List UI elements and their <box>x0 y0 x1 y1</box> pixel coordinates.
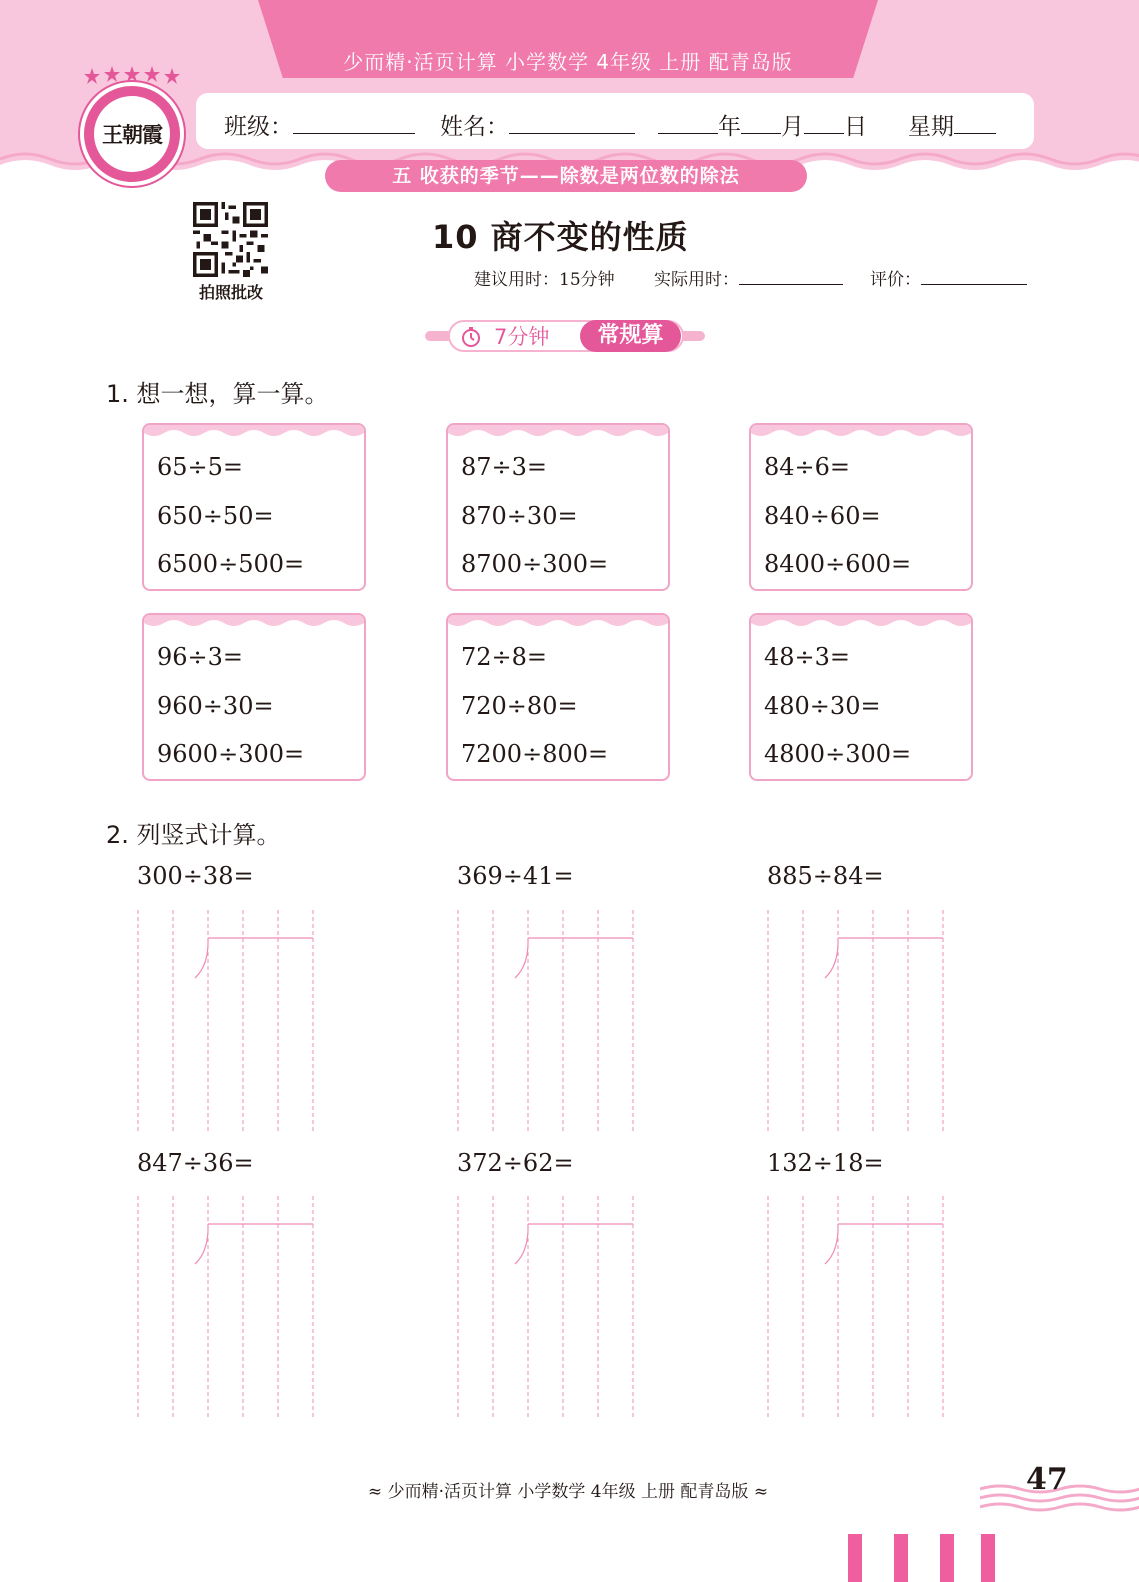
class-field[interactable] <box>224 108 415 141</box>
actual-time-blank[interactable] <box>739 267 843 285</box>
calc-expression[interactable]: 9600÷300= <box>157 740 305 768</box>
calc-expression[interactable]: 84÷6= <box>764 453 851 481</box>
calc-card <box>749 423 973 591</box>
month-label: 月 <box>781 114 804 140</box>
qr-code-icon[interactable] <box>192 202 269 277</box>
calc-expression[interactable]: 87÷3= <box>461 453 548 481</box>
question-2-heading: 2. 列竖式计算。 <box>106 821 281 849</box>
class-blank[interactable] <box>293 112 415 134</box>
section-time: 7分钟 <box>494 325 550 349</box>
card-wave-decoration <box>448 615 668 631</box>
long-division-grid[interactable] <box>767 910 947 1132</box>
actual-time-field[interactable] <box>654 265 843 290</box>
weekday-blank[interactable] <box>954 112 996 134</box>
long-division-expression: 847÷36= <box>137 1149 254 1177</box>
calc-expression[interactable]: 8400÷600= <box>764 550 912 578</box>
evaluation-field[interactable] <box>870 265 1027 290</box>
date-field[interactable] <box>658 108 867 141</box>
long-division-grid[interactable] <box>457 910 637 1132</box>
long-division-grid[interactable] <box>137 1196 317 1418</box>
calc-expression[interactable]: 650÷50= <box>157 502 274 530</box>
calc-expression[interactable]: 960÷30= <box>157 692 274 720</box>
weekday-label: 星期 <box>908 114 954 140</box>
card-wave-decoration <box>751 615 971 631</box>
calc-expression[interactable]: 720÷80= <box>461 692 578 720</box>
series-title: 少而精·活页计算 小学数学 4年级 上册 配青岛版 <box>343 50 793 74</box>
calc-expression[interactable]: 840÷60= <box>764 502 881 530</box>
long-division-expression: 300÷38= <box>137 862 254 890</box>
calc-expression[interactable]: 72÷8= <box>461 643 548 671</box>
calc-card <box>446 423 670 591</box>
logo-text: 王朝霞 <box>102 122 162 147</box>
footer-series-text: 少而精·活页计算 小学数学 4年级 上册 配青岛版 <box>387 1482 749 1502</box>
brand-logo <box>80 82 184 186</box>
calc-expression[interactable]: 8700÷300= <box>461 550 609 578</box>
footer-bars-decoration <box>848 1534 1008 1582</box>
calc-expression[interactable]: 48÷3= <box>764 643 851 671</box>
unit-banner: 五 收获的季节——除数是两位数的除法 <box>325 160 807 192</box>
calc-expression[interactable]: 65÷5= <box>157 453 244 481</box>
month-blank[interactable] <box>741 112 781 134</box>
card-wave-decoration <box>144 425 364 441</box>
long-division-grid[interactable] <box>137 910 317 1132</box>
evaluation-label: 评价： <box>870 270 921 290</box>
page-number: 47 <box>1026 1462 1068 1497</box>
calc-expression[interactable]: 6500÷500= <box>157 550 305 578</box>
card-wave-decoration <box>751 425 971 441</box>
name-label: 姓名： <box>440 114 509 140</box>
day-blank[interactable] <box>804 112 844 134</box>
year-label: 年 <box>718 114 741 140</box>
wave-icon: ≈ <box>748 1482 769 1502</box>
footer-series <box>308 1477 828 1502</box>
long-division-expression: 132÷18= <box>767 1149 884 1177</box>
long-division-expression: 369÷41= <box>457 862 574 890</box>
long-division-expression: 885÷84= <box>767 862 884 890</box>
name-field[interactable] <box>440 108 635 141</box>
long-division-expression: 372÷62= <box>457 1149 574 1177</box>
wave-icon: ≈ <box>367 1482 388 1502</box>
class-label: 班级： <box>224 114 293 140</box>
section-category: 常规算 <box>580 320 681 352</box>
calc-card <box>142 613 366 781</box>
suggested-time: 建议用时：15分钟 <box>474 270 615 290</box>
calc-card <box>749 613 973 781</box>
calc-card <box>446 613 670 781</box>
weekday-field[interactable] <box>908 108 996 141</box>
evaluation-blank[interactable] <box>921 267 1027 285</box>
actual-time-label: 实际用时： <box>654 270 739 290</box>
calc-expression[interactable]: 7200÷800= <box>461 740 609 768</box>
name-blank[interactable] <box>509 112 635 134</box>
card-wave-decoration <box>448 425 668 441</box>
calc-expression[interactable]: 480÷30= <box>764 692 881 720</box>
lesson-title: 10 商不变的性质 <box>432 218 689 256</box>
calc-expression[interactable]: 96÷3= <box>157 643 244 671</box>
year-blank[interactable] <box>658 112 718 134</box>
card-wave-decoration <box>144 615 364 631</box>
calc-expression[interactable]: 4800÷300= <box>764 740 912 768</box>
qr-label: 拍照批改 <box>198 283 263 302</box>
calc-expression[interactable]: 870÷30= <box>461 502 578 530</box>
long-division-grid[interactable] <box>457 1196 637 1418</box>
long-division-grid[interactable] <box>767 1196 947 1418</box>
day-label: 日 <box>844 114 867 140</box>
calc-card <box>142 423 366 591</box>
stopwatch-icon <box>460 326 482 348</box>
question-1-heading: 1. 想一想，算一算。 <box>106 380 329 408</box>
